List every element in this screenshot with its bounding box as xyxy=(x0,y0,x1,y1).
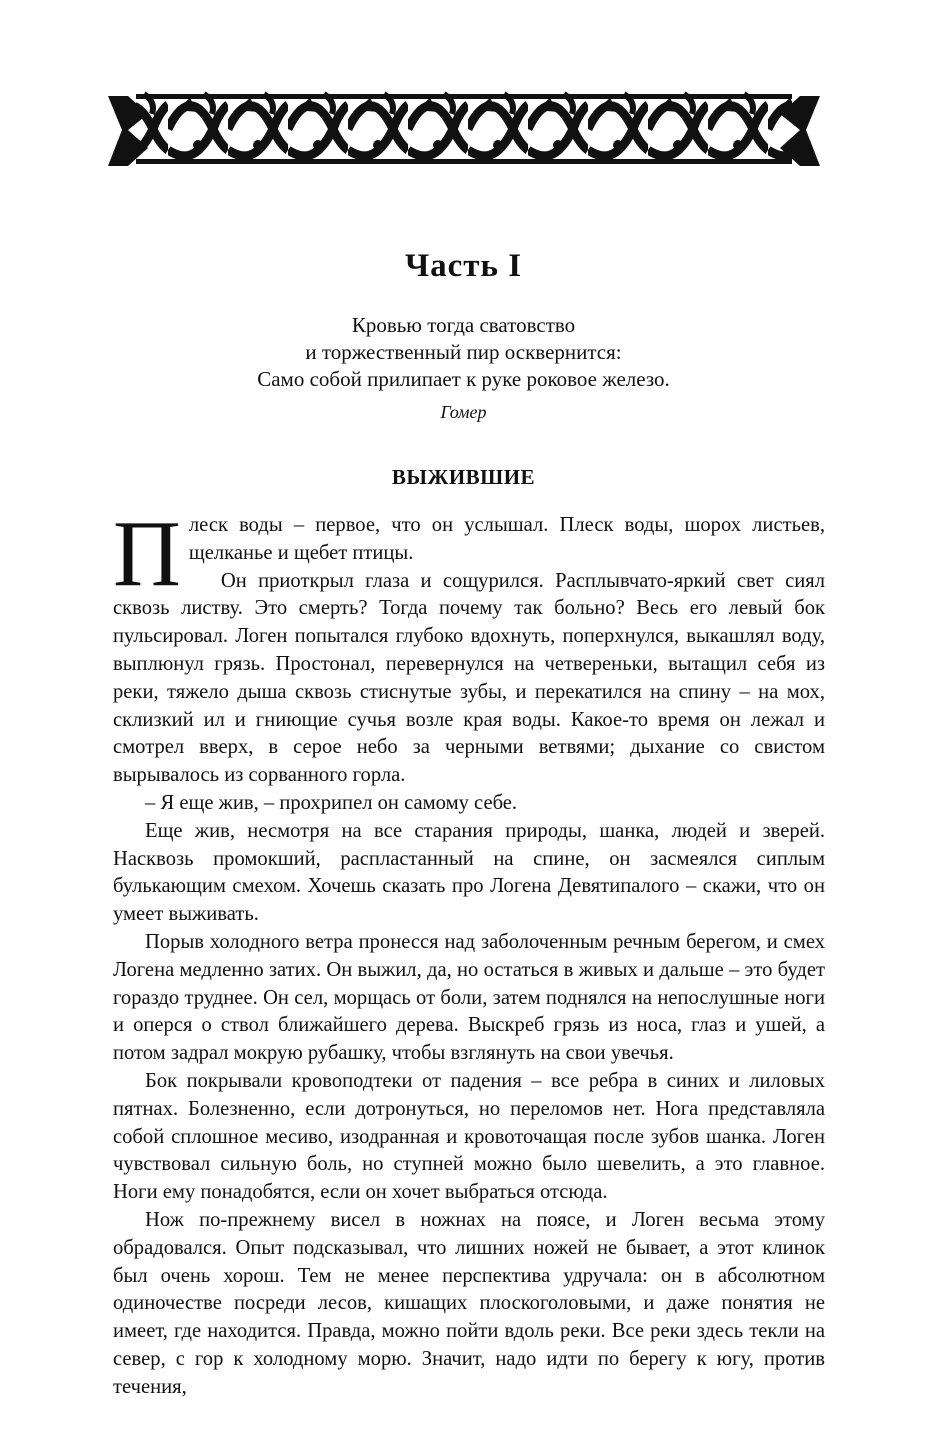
epigraph xyxy=(0,312,927,425)
paragraph: Нож по-прежнему висел в ножнах на поясе, и Логен весьма этому обрадовался. Опыт подсказывал, что лишних ножей не бывает, а этот клинок был очень хорош. Тем не менее перспектива удручала: он в абсолютном одиночестве посреди лесов, кишащих плоскоголовыми, и даже понятия не имеет, где находится. Правда, можно пойти вдоль реки. Все реки здесь текли на север, с гор к холодному морю. Значит, надо идти по берегу к югу, против течения, xyxy=(113,1208,825,1398)
drop-cap: П xyxy=(113,502,181,606)
epigraph-line: и торжественный пир осквернится: xyxy=(305,340,622,364)
paragraph: Еще жив, несмотря на все старания природы, шанка, людей и зверей. Насквозь промокший, распластанный на спине, он засмеялся сиплым булькающим смехом. Хочешь сказать про Логена Девятипалого – скажи, что он умеет выживать. xyxy=(113,819,825,926)
paragraph: – Я еще жив, – прохрипел он самому себе. xyxy=(145,791,518,814)
paragraph xyxy=(113,502,825,606)
body-text xyxy=(113,502,825,1402)
part-title: Часть I xyxy=(404,248,523,284)
epigraph-author: Гомер xyxy=(440,402,487,422)
epigraph-line: Кровью тогда сватовство xyxy=(351,313,576,337)
paragraph: Порыв холодного ветра пронесся над заболоченным речным берегом, и смех Логена медленно затих. Он выжил, да, но остаться в живых и дальше – это будет гораздо труднее. Он сел, морщась от боли, затем поднялся на непослушные ноги и оперся о ствол ближайшего дерева. Выскреб грязь из носа, глаз и ушей, а потом задрал мокрую рубашку, чтобы взглянуть на свои увечья. xyxy=(113,930,825,1065)
paragraph: Он приоткрыл глаза и сощурился. Расплывчато-яркий свет сиял сквозь листву. Это смерть? Тогда почему так больно? Весь его левый бок пульсировал. Логен попытался глубоко вдохнуть, поперхнулся, выкашлял воду, выплюнул грязь. Простонал, перевернулся на четвереньки, вытащил себя из реки, тяжело дыша сквозь стиснутые зубы, и перекатился на спину – на мох, склизкий ил и гниющие сучья возле края воды. Какое-то время он лежал и смотрел вверх, в серое небо за черными ветвями; дыхание со свистом вырывалось из сорванного горла. xyxy=(113,569,825,787)
celtic-knot-ornament xyxy=(108,90,820,168)
paragraph: Бок покрывали кровоподтеки от падения – все ребра в синих и лиловых пятнах. Болезненно, если дотронуться, но переломов нет. Нога представляла собой сплошное месиво, изодранная и кровоточащая после зубов шанка. Логен чувствовал сильную боль, но ступней можно было шевелить, а это главное. Ноги ему понадобятся, если он хочет выбраться отсюда. xyxy=(113,1069,825,1204)
paragraph-text: леск воды – первое, что он услышал. Плеск воды, шорох листьев, щелканье и щебет птицы. xyxy=(188,514,825,564)
chapter-title: ВЫЖИВШИЕ xyxy=(391,465,536,489)
epigraph-line: Само собой прилипает к руке роковое железо. xyxy=(257,367,670,391)
